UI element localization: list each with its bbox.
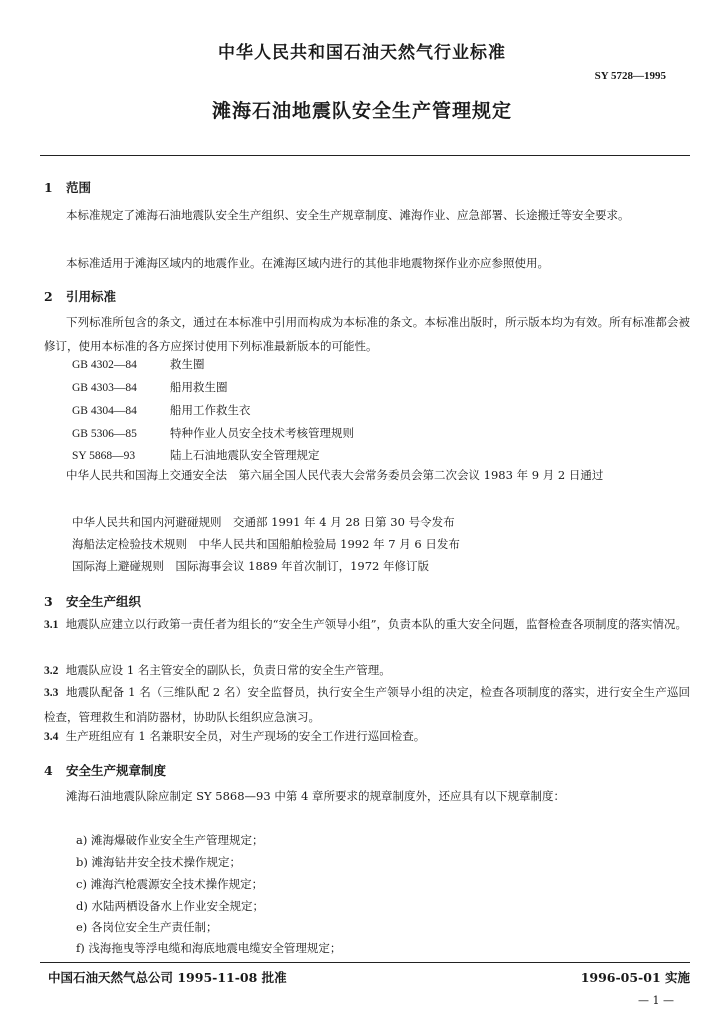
reference-law-4: 国际海上避碰规则 国际海事会议 1889 年首次制订，1972 年修订版 (72, 559, 429, 573)
paragraph-text: 本标准适用于滩海区域内的地震作业。在滩海区域内进行的其他非地震物探作业亦应参照使用。 (66, 256, 549, 270)
section-1-para-2 (44, 251, 690, 275)
clause-3-4 (44, 724, 690, 749)
section-4-intro (44, 784, 690, 808)
section-4-heading (44, 761, 166, 779)
document-title: 滩海石油地震队安全生产管理规定 (211, 100, 512, 122)
clause-text: 地震队应设 1 名主管安全的副队长，负责日常的安全生产管理。 (65, 663, 391, 677)
reference-code: GB 4303—84 (72, 382, 137, 394)
clause-text: 生产班组应有 1 名兼职安全员，对生产现场的安全工作进行巡回检查。 (65, 729, 426, 743)
reference-code: SY 5868—93 (72, 450, 136, 462)
approval-note: 中国石油天然气总公司 1995-11-08 批准 (48, 970, 287, 985)
section-title: 范围 (66, 180, 92, 195)
section-title: 安全生产组织 (66, 594, 142, 609)
clause-number: 3.3 (44, 687, 59, 699)
reference-item (72, 447, 320, 463)
reference-name: 船用工作救生衣 (170, 403, 251, 417)
footer-rule (40, 962, 690, 963)
clause-text: 地震队配备 1 名（三维队配 2 名）安全监督员，执行安全生产领导小组的决定，检查各项制度的落实，进行安全生产巡回检查，管理救生和消防器材，协助队长组织应急演习。 (44, 685, 691, 724)
list-item: a) 滩海爆破作业安全生产管理规定； (76, 833, 264, 847)
section-1-heading (44, 178, 91, 196)
section-title: 引用标准 (66, 289, 117, 304)
reference-item (72, 356, 205, 372)
reference-code: GB 4302—84 (72, 359, 137, 371)
reference-item (72, 379, 228, 395)
paragraph-text: 中华人民共和国海上交通安全法 第六届全国人民代表大会常务委员会第二次会议 1983 年 9 月 2 日通过 (66, 468, 604, 482)
section-number: 2 (44, 289, 53, 304)
list-item: f) 浅海拖曳等浮电缆和海底地震电缆安全管理规定； (76, 941, 342, 955)
section-2-intro (44, 310, 690, 358)
standard-org-title: 中华人民共和国石油天然气行业标准 (218, 43, 506, 63)
clause-3-1 (44, 612, 690, 637)
section-1-para-1 (44, 203, 690, 227)
clause-number: 3.1 (44, 619, 59, 631)
paragraph-text: 下列标准所包含的条文，通过在本标准中引用而构成为本标准的条文。本标准出版时，所示版本均为有效。所有标准都会被修订，使用本标准的各方应探讨使用下列标准最新版本的可能性。 (44, 315, 690, 353)
list-item: c) 滩海汽枪震源安全技术操作规定； (76, 877, 264, 891)
effective-date: 1996-05-01 实施 (580, 970, 690, 985)
reference-item (72, 425, 354, 441)
page-number: — 1 — (638, 994, 674, 1007)
section-number: 1 (44, 180, 53, 195)
reference-code: GB 5306—85 (72, 428, 137, 440)
reference-code: GB 4304—84 (72, 405, 137, 417)
section-2-heading (44, 287, 116, 305)
clause-number: 3.2 (44, 665, 59, 677)
clause-number: 3.4 (44, 731, 59, 743)
clause-text: 地震队应建立以行政第一责任者为组长的“安全生产领导小组”，负责本队的重大安全问题，监督检查各项制度的落实情况。 (65, 617, 687, 631)
reference-name: 特种作业人员安全技术考核管理规则 (170, 426, 354, 440)
list-item: e) 各岗位安全生产责任制； (76, 920, 218, 934)
header-rule (40, 155, 690, 156)
section-3-heading (44, 592, 141, 610)
list-item: d) 水陆两栖设备水上作业安全规定； (76, 899, 265, 913)
reference-name: 救生圈 (170, 357, 205, 371)
reference-law-3: 海船法定检验技术规则 中华人民共和国船舶检验局 1992 年 7 月 6 日发布 (72, 537, 460, 551)
section-number: 4 (44, 763, 53, 778)
reference-item (72, 402, 251, 418)
reference-law-1 (44, 463, 690, 487)
section-title: 安全生产规章制度 (66, 763, 167, 778)
reference-name: 陆上石油地震队安全管理规定 (170, 448, 320, 462)
paragraph-text: 本标准规定了滩海石油地震队安全生产组织、安全生产规章制度、滩海作业、应急部署、长途搬迁等安全要求。 (66, 208, 630, 222)
reference-law-2: 中华人民共和国内河避碰规则 交通部 1991 年 4 月 28 日第 30 号令发布 (72, 515, 455, 529)
standard-number: SY 5728—1995 (594, 70, 666, 82)
section-number: 3 (44, 594, 53, 609)
list-item: b) 滩海钻井安全技术操作规定； (76, 855, 242, 869)
clause-3-3 (44, 680, 690, 729)
reference-name: 船用救生圈 (170, 380, 228, 394)
paragraph-text: 滩海石油地震队除应制定 SY 5868—93 中第 4 章所要求的规章制度外，还应具有以下规章制度： (66, 789, 565, 803)
